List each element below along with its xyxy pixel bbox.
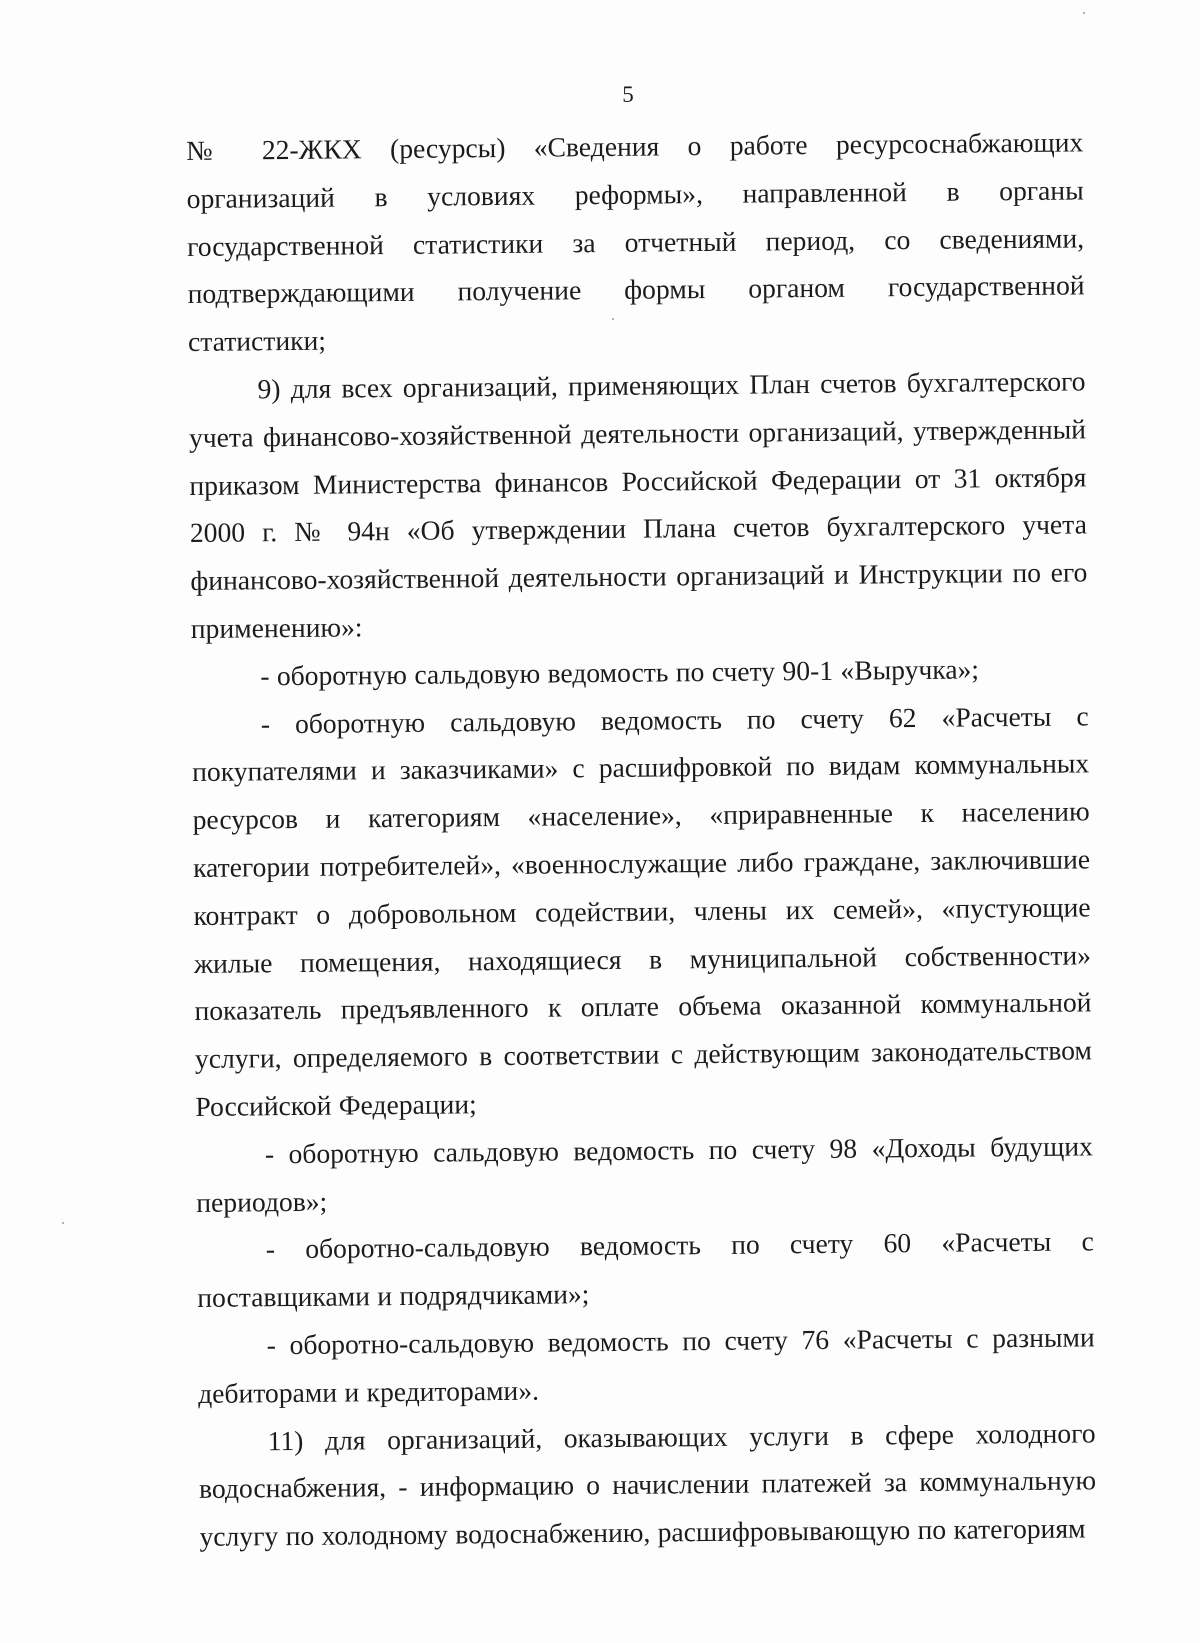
scan-speck xyxy=(612,318,614,320)
list-item-account-60: - оборотно-сальдовую ведомость по счету 60 «Расчеты с поставщиками и подрядчиками»; xyxy=(197,1225,1094,1314)
scan-speck xyxy=(62,1222,64,1224)
paragraph-item-9: 9) для всех организаций, применяющих План счетов бухгалтерского учета финансово-хозяйственной деятельности организаций, утвержденный приказом Министерства финансов Российской Федерации от 31 октября 2000 г. № 94н «Об утверждении Плана счетов бухгалтерского учета финансово-хозяйственной деятельности организаций и Инструкции по его применению»: xyxy=(188,365,1088,644)
paragraph-form-22-zhkh: № 22-ЖКХ (ресурсы) «Сведения о работе ресурсоснабжающих организаций в условиях реформы», направленной в органы государственной статистики за отчетный период, со сведениями, подтверждающими получение формы органом государственной статистики; xyxy=(186,126,1085,358)
list-item-account-98: - оборотную сальдовую ведомость по счету 98 «Доходы будущих периодов»; xyxy=(196,1130,1093,1218)
paragraph-item-11: 11) для организаций, оказывающих услуги в сфере холодного водоснабжения, - информацию о начислении платежей за коммунальную услугу по холодному водоснабжению, расшифровывающую по категориям xyxy=(198,1416,1097,1553)
list-item-account-90-1: - оборотную сальдовую ведомость по счету 90-1 «Выручка»; xyxy=(260,653,980,692)
list-item-account-76: - оборотно-сальдовую ведомость по счету 76 «Расчеты с разными дебиторами и кредиторами». xyxy=(198,1321,1095,1409)
document-body xyxy=(186,118,1097,1560)
scan-speck xyxy=(1083,12,1085,14)
list-item-account-62: - оборотную сальдовую ведомость по счету 62 «Расчеты с покупателями и заказчиками» с расшифровкой по видам коммунальных ресурсов и категориям «население», «приравненные к населению категории потребителей», «военнослужащие либо граждане, заключившие контракт о добровольном содействии, члены их семей», «пустующие жилые помещения, находящиеся в муниципальной собственности» показатель предъявленного к оплате объема оказанной коммунальной услуги, определяемого в соответствии с действующим законодательством Российской Федерации; xyxy=(192,699,1093,1122)
page-number: 5 xyxy=(622,82,634,107)
